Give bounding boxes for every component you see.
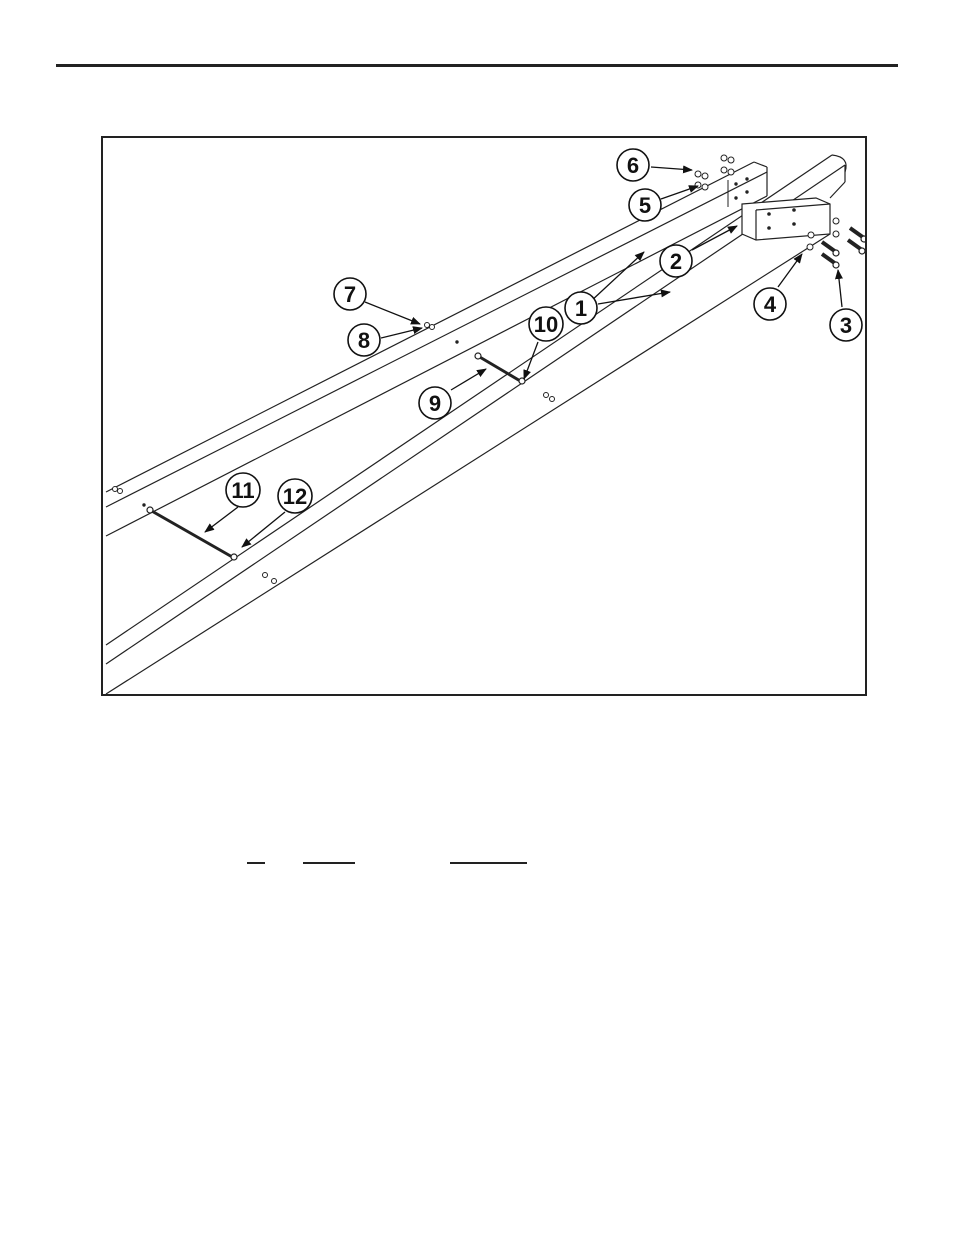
leader-1b	[598, 292, 670, 304]
blank-line-2	[303, 862, 355, 864]
callout-4	[754, 288, 786, 320]
svg-text:6: 6	[626, 153, 640, 178]
callout-6	[617, 149, 649, 181]
assembly-diagram-frame	[101, 136, 867, 696]
splice-plate	[742, 198, 830, 240]
leader-5	[661, 186, 698, 199]
lower-rail	[106, 155, 846, 694]
leader-12	[242, 512, 285, 547]
upper-rail-end-plate	[728, 178, 748, 207]
svg-text:1: 1	[574, 296, 588, 321]
callout-10	[529, 307, 563, 341]
svg-text:2: 2	[669, 249, 683, 274]
svg-text:10: 10	[533, 312, 559, 337]
leader-7	[365, 302, 420, 324]
callout-11	[226, 473, 260, 507]
svg-text:5: 5	[638, 193, 652, 218]
upper-rail-fasteners	[113, 323, 459, 507]
svg-text:4: 4	[763, 292, 777, 317]
leader-8	[381, 328, 422, 338]
leader-1a	[590, 252, 644, 302]
spacer-rod-lower	[147, 507, 237, 560]
callout-7	[334, 278, 366, 310]
upper-rail	[106, 162, 767, 536]
callout-8	[348, 324, 380, 356]
leader-9	[451, 369, 486, 390]
blank-line-1	[247, 862, 265, 864]
svg-text:11: 11	[231, 478, 255, 503]
leader-6	[651, 167, 692, 170]
leader-2	[692, 226, 737, 250]
callout-3	[830, 309, 862, 341]
callout-12	[278, 479, 312, 513]
callout-9	[419, 387, 451, 419]
svg-text:7: 7	[343, 282, 357, 307]
blank-line-3	[450, 862, 527, 864]
leader-3	[838, 270, 842, 307]
callout-5	[629, 189, 661, 221]
svg-text:8: 8	[357, 328, 371, 353]
assembly-diagram	[103, 138, 865, 694]
callout-2	[660, 245, 692, 277]
header-rule	[56, 64, 898, 67]
svg-text:9: 9	[428, 391, 442, 416]
leader-11	[205, 507, 238, 532]
svg-text:12: 12	[282, 484, 308, 509]
callout-1	[565, 292, 597, 324]
svg-text:3: 3	[839, 313, 853, 338]
